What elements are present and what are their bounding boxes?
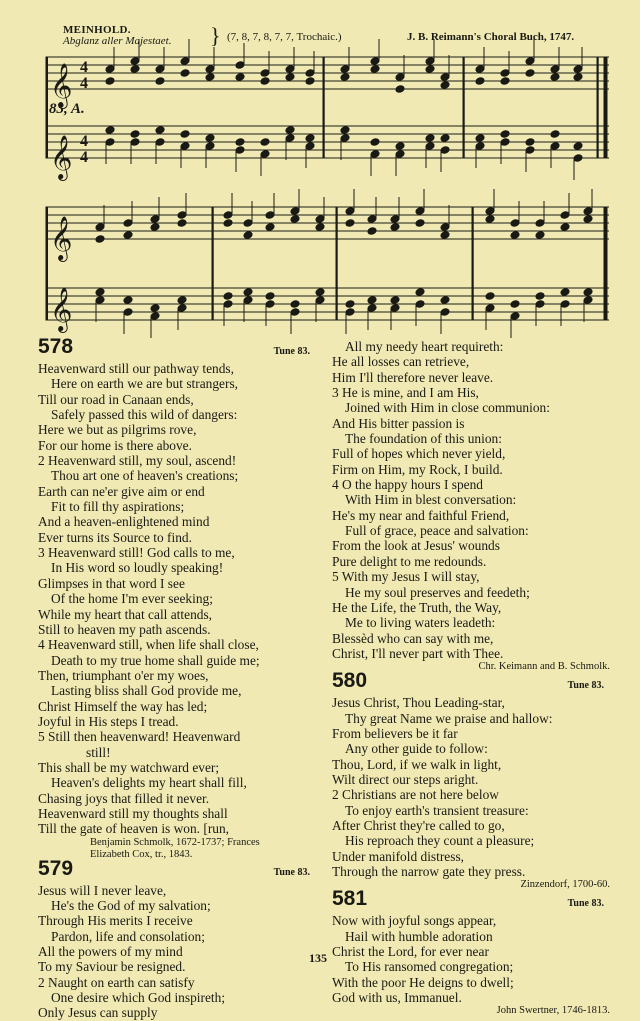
verse-line: His reproach they count a pleasure; — [345, 833, 535, 849]
hymn-header — [38, 335, 316, 361]
hymn-number: 580 — [332, 669, 368, 693]
meter: (7, 8, 7, 8, 7, 7, Trochaic.) — [227, 31, 342, 43]
verse-line: Hail with humble adoration — [345, 928, 493, 944]
verse-line: Thou, Lord, if we walk in light, — [332, 756, 502, 772]
hymn-578-text — [38, 361, 316, 837]
verse-line: Fit to fill thy aspirations; — [51, 499, 185, 515]
brace-glyph: } — [210, 23, 221, 48]
verse-line: Wilt direct our steps aright. — [332, 771, 479, 787]
verse-line: Pure delight to me redounds. — [332, 553, 487, 569]
verse-line: Through His merits I receive — [38, 913, 193, 929]
hymn-header — [38, 856, 316, 883]
verse-line: For our home is there above. — [38, 437, 192, 453]
hymn-number: 581 — [332, 887, 368, 911]
verse-line: He all losses can retrieve, — [332, 354, 470, 370]
verse-line: In His word so loudly speaking! — [51, 560, 224, 576]
hymn-number: 578 — [38, 335, 74, 358]
verse-line: Till our road in Canaan ends, — [38, 391, 194, 407]
right-column — [332, 339, 610, 1017]
verse-line: Only Jesus can supply — [38, 1005, 158, 1021]
verse-line: He's the God of my salvation; — [51, 898, 211, 913]
verse-line: Chasing joys that filled it never. — [38, 790, 210, 806]
verse-line: From the look at Jesus' wounds — [332, 538, 500, 554]
left-column — [38, 335, 316, 1021]
verse-line: Firm on Him, my Rock, I build. — [332, 461, 503, 477]
tune-ref: Tune 83. — [273, 867, 310, 879]
verse-line: Glimpses in that word I see — [38, 575, 185, 591]
verse-line: Heavenward still our pathway tends, — [38, 361, 234, 376]
verse-line: With the poor He deigns to dwell; — [332, 974, 514, 990]
verse-line: still! — [86, 744, 111, 760]
verse-line: 2 Heavenward still, my soul, ascend! — [38, 453, 237, 469]
svg-text:4: 4 — [80, 75, 88, 92]
verse-line: This shall be my watchward ever; — [38, 759, 220, 775]
verse-line: Through the narrow gate they press. — [332, 864, 526, 879]
hymn-attribution: Zinzendorf, 1700-60. — [520, 879, 610, 891]
hymn-attribution: Chr. Keimann and B. Schmolk. — [478, 661, 610, 673]
music-score — [0, 0, 640, 340]
verse-line: 3 Heavenward still! God calls to me, — [38, 545, 235, 561]
verse-line: Thou art one of heaven's creations; — [51, 468, 239, 484]
verse-line: Under manifold distress, — [332, 848, 465, 864]
verse-line: From believers be it far — [332, 725, 458, 741]
verse-line: Safely passed this wild of dangers: — [51, 407, 238, 423]
page-number: 135 — [309, 951, 327, 965]
verse-line: He the Life, the Truth, the Way, — [332, 599, 502, 615]
verse-line: Joyful in His steps I tread. — [38, 713, 179, 729]
verse-line: Earth can ne'er give aim or end — [38, 483, 205, 499]
hymn-581-text — [332, 913, 610, 1005]
verse-line: While my heart that call attends, — [38, 606, 213, 622]
verse-line: 2 Christians are not here below — [332, 787, 499, 803]
verse-line: And a heaven-enlightened mind — [38, 514, 210, 530]
tune-ref: Tune 83. — [567, 679, 604, 691]
verse-line: Any other guide to follow: — [345, 741, 488, 757]
verse-line: After Christ they're called to go, — [332, 817, 505, 833]
verse-line: Him I'll therefore never leave. — [332, 369, 494, 385]
verse-line: Death to my true home shall guide me; — [51, 652, 260, 668]
verse-line: He's my near and faithful Friend, — [332, 507, 510, 523]
hymn-header — [332, 669, 610, 695]
treble-clef-icon: 𝄞 — [50, 218, 73, 260]
svg-text:4: 4 — [80, 133, 88, 150]
verse-line: Jesus Christ, Thou Leading-star, — [332, 695, 505, 711]
verse-line: Lasting bliss shall God provide me, — [51, 683, 242, 699]
verse-line: Here on earth we are but strangers, — [51, 376, 239, 392]
treble-clef-icon: 𝄞 — [50, 289, 73, 331]
verse-line: He my soul preserves and feedeth; — [345, 584, 530, 600]
verse-line: Christ Himself the way has led; — [38, 698, 208, 714]
verse-line: God with us, Immanuel. — [332, 990, 462, 1006]
tune-source: J. B. Reimann's Choral Buch, 1747. — [407, 31, 575, 43]
verse-line: 4 O the happy hours I spend — [332, 477, 483, 493]
hymn-579-text — [38, 883, 316, 1021]
hymn-number: 579 — [38, 856, 74, 880]
verse-line: To my Saviour be resigned. — [38, 959, 186, 975]
hymn-header — [332, 887, 610, 913]
svg-text:4: 4 — [80, 59, 88, 76]
tune-label: 83, A. — [49, 101, 85, 117]
verse-line: All my needy heart requireth: — [345, 339, 504, 354]
verse-line: Pardon, life and consolation; — [51, 928, 205, 944]
verse-line: And His bitter passion is — [332, 415, 465, 431]
verse-line: To His ransomed congregation; — [345, 959, 514, 975]
tune-ref: Tune 83. — [567, 898, 604, 909]
treble-clef-icon: 𝄞 — [50, 65, 73, 107]
verse-line: Blessèd who can say with me, — [332, 630, 494, 646]
verse-line: 4 Heavenward still, when life shall close, — [38, 637, 259, 653]
verse-line: 2 Naught on earth can satisfy — [38, 974, 195, 990]
hymn-attribution: Elizabeth Cox, tr., 1843. — [90, 848, 193, 860]
composer-name: MEINHOLD. — [63, 24, 131, 36]
verse-line: All the powers of my mind — [38, 944, 183, 960]
verse-line: Of the home I'm ever seeking; — [51, 591, 213, 607]
svg-text:4: 4 — [80, 149, 88, 166]
verse-line: 3 He is mine, and I am His, — [332, 385, 479, 401]
verse-line: Here we but as pilgrims rove, — [38, 422, 197, 438]
verse-line: Heavenward still my thoughts shall — [38, 805, 228, 821]
verse-line: Now with joyful songs appear, — [332, 913, 497, 929]
verse-line: The foundation of this union: — [345, 431, 502, 447]
verse-line: Then, triumphant o'er my woes, — [38, 667, 209, 683]
verse-line: Till the gate of heaven is won. [run, — [38, 821, 230, 837]
verse-line: Ever turns its Source to find. — [38, 529, 192, 545]
verse-line: Christ the Lord, for ever near — [332, 944, 489, 960]
verse-line: Joined with Him in close communion: — [345, 400, 550, 416]
verse-line: Me to living waters leadeth: — [345, 615, 496, 631]
tune-title: Abglanz aller Majestaet. — [63, 35, 172, 47]
hymn-580-text — [332, 695, 610, 879]
verse-line: 5 Still then heavenward! Heavenward — [38, 729, 241, 745]
verse-line: Full of grace, peace and salvation: — [345, 523, 529, 539]
verse-line: To enjoy earth's transient treasure: — [345, 802, 529, 818]
treble-clef-icon: 𝄞 — [50, 137, 73, 179]
verse-line: Full of hopes which never yield, — [332, 446, 506, 462]
hymn-579-text-continued — [332, 339, 610, 661]
hymn-attribution: Benjamin Schmolk, 1672-1737; Frances — [90, 836, 260, 848]
verse-line: 5 With my Jesus I will stay, — [332, 569, 480, 585]
tune-ref: Tune 83. — [273, 345, 310, 357]
verse-line: Thy great Name we praise and hallow: — [345, 710, 553, 726]
verse-line: Christ, I'll never part with Thee. — [332, 645, 504, 661]
verse-line: Heaven's delights my heart shall fill, — [51, 775, 247, 791]
verse-line: Still to heaven my path ascends. — [38, 621, 211, 637]
verse-line: With Him in blest conversation: — [345, 492, 517, 508]
verse-line: One desire which God inspireth; — [51, 990, 226, 1006]
verse-line: Jesus will I never leave, — [38, 882, 167, 898]
hymn-attribution: John Swertner, 1746-1813. — [496, 1005, 610, 1017]
